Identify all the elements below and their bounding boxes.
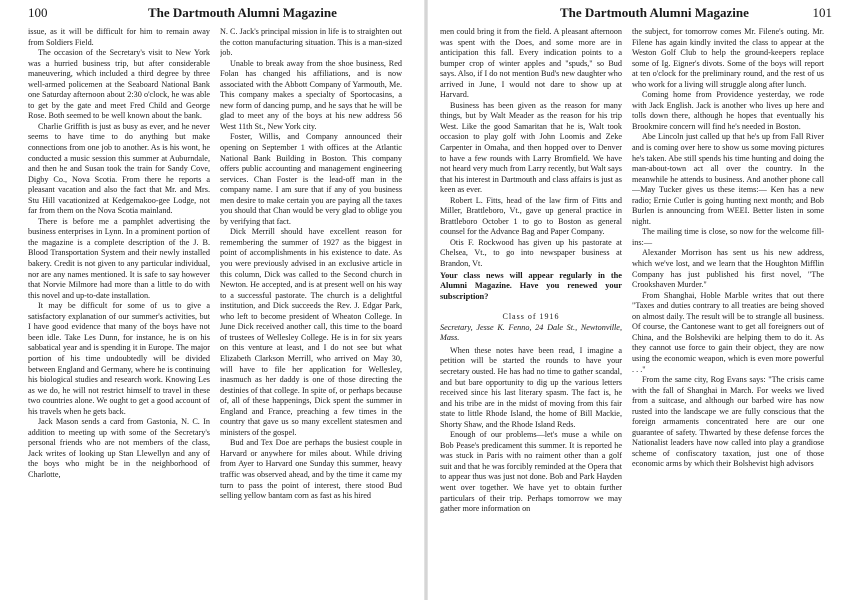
paragraph: From the same city, Rog Evans says: "The crisis came with the fall of Shanghai in March. For weeks we lived from a suitcase, and although our barbed wire has now rusted into the landscape we are fully conscious that the foreign armaments concentrated here are our one guarantee of safety. Thwarted by these defense forces the Nationalist leaders have now called into play a grandiose scheme of confiscatory taxation, just one of those economic arms by which their Bolshevist high advisors: [632, 375, 824, 469]
paragraph: The mailing time is close, so now for the welcome fill-ins:—: [632, 227, 824, 247]
paragraph: There is before me a pamphlet advertising the business enterprises in Lynn. In a prominent portion of the magazine is a complete description of the J. B. Blood Transportation System and their newly installed bakery. Credit is not given to any particular individual, nor are any names mentioned. It is safe to say however that Norvie Milmore had more than a little to do with this novel and up-to-date installation.: [28, 216, 210, 300]
paragraph: the subject, for tomorrow comes Mr. Filene's outing. Mr. Filene has again kindly invited the class to appear at the Weston Golf Club to help the ground-keepers replace some of Ig. Eigner's divots. Some of the boys will report at ten o'clock for the preliminary round, and the rest of us who work for a living will struggle along after lunch.: [632, 27, 824, 89]
running-title: The Dartmouth Alumni Magazine: [148, 5, 337, 20]
right-column-1: [440, 27, 622, 597]
paragraph: From Shanghai, Hoble Marble writes that out there "Taxes and duties contrary to all treaties are being shoved on almost daily. The result will be to strangle all business. Of course, the Cantonese want to get all foreigners out of China, and the Bolsheviki are helping them to do it. As they cannot use force to gain their object, they are now using the economic weapon, which is even more powerful . . .": [632, 290, 824, 374]
paragraph: The occasion of the Secretary's visit to New York was a hurried business trip, but after considerable maneuvering, which included a third degree by three well-armed policemen at the Seaboard National Bank one Saturday afternoon about 2:30 o'clock, he was able to get by the gate and meet Fred Child and George Rose. Both seemed to be well known about the bank.: [28, 48, 210, 121]
secretary-line: Secretary, Jesse K. Fenno, 24 Dale St., Newtonville, Mass.: [440, 322, 622, 343]
right-page-header: [440, 5, 832, 23]
paragraph: Bud and Tex Doe are perhaps the busiest couple in Harvard or anywhere for miles about. While driving from Ayer to Harvard one Sunday this summer, heavy traffic was observed ahead, and by the time it came my turn to pass the point of interest, there stood Bud selling yellow bantam corn as fast as his hired: [220, 438, 402, 501]
paragraph: It may be difficult for some of us to give a satisfactory explanation of our summer's activities, but I have good evidence that many of the boys have not been idle. Take Les Dunn, for instance, he is on his sabbatical year and is spending it in Europe. The major portion of his time undoubtedly will be divided between England and Germany, where he is continuing his biological studies and research work. Knowing Les as we do, he will not restrict himself to travel in these two countries alone. We ought to get a good account of his travels when he gets back.: [28, 301, 210, 416]
paragraph: Foster, Willis, and Company announced their opening on September 1 with offices at the Atlantic National Bank Building in Boston. This company offers public accounting and management engineering services. Chan Foster is the lead-off man in the company name. I am sure that if any of you business men desire to make certain you are paying all the taxes you should that Chan would be very glad to oblige you by verifying that fact.: [220, 132, 402, 226]
right-column-2: [632, 27, 824, 597]
running-title: The Dartmouth Alumni Magazine: [560, 5, 749, 20]
left-page: [0, 0, 420, 600]
paragraph: Dick Merrill should have excellent reason for remembering the summer of 1927 as the biggest in point of accomplishments in his existence to date. As you were previously advised in an exclusive article in this column, Dick was called to the Second church in Newton. He accepted, and is at present well on his way to a successful pastorate. The church is a delightful institution, and Dick succeeds the Rev. J. Edgar Park, who left to become president of Wheaton College. In June Dick received another call, this time to the board of trustees of Wellesley College. He is in for six years on this venture at least, and I do not see but what Elizabeth Clarkson Merrill, who arrived on May 30, will have to file her application for Wellesley, inasmuch as her daddy is one of those directing the destinies of that college. In spite of, or perhaps because of, all of these happenings, Dick spent the summer in England and France, preaching a few times in the country that gave us so many excellent statesmen and ministers of the gospel.: [220, 227, 402, 437]
left-column-2: [220, 27, 402, 597]
paragraph: Charlie Griffith is just as busy as ever, and he never seems to have time to do anything but make connections from one job to another. As is his wont, he conducted a music session this summer at Auburndale, and then he and Susan took the train for Sandy Cove, Digby Co., Nova Scotia. From there he reports a pleasant vacation and also the fact that Mr. and Mrs. Stu Hill vacationized at Kedgemakoo-gee Lodge, not far from them on the Nova Scotia mainland.: [28, 121, 210, 216]
paragraph: Alexander Morrison has sent us his new address, which we've lost, and we learn that the Houghton Mifflin Company has just published his first novel, "The Crookshaven Murder.": [632, 248, 824, 290]
left-page-header: [28, 5, 412, 23]
left-column-1: [28, 27, 210, 597]
paragraph: Otis F. Rockwood has given up his pastorate at Chelsea, Vt., to go into newspaper business at Brandon, Vt.: [440, 237, 622, 269]
paragraph: Enough of our problems—let's muse a while on Bob Pease's predicament this summer. It is reported he was stuck in Paris with no raiment other than a golf suit and that he was forcibly reminded at the Opera that to appear thus was just not done. Bob and Park Hayden went over together. We have yet to obtain further particulars of their trip. Perhaps tomorrow we may gather more information on: [440, 430, 622, 514]
paragraph: When these notes have been read, I imagine a petition will be started the rounds to have your secretary ousted. He has had no time to gather scandal, and but bare opportunity to dig up the various letters received since his last literary spasm. The fact is, he and his tribe are in the midst of moving from this fair state to little Rhode Island, the home of Bill Mackie, Shorty Shaw, and the Rhode Island Reds.: [440, 345, 622, 429]
paragraph: N. C. Jack's principal mission in life is to straighten out the cotton manufacturing situation. This is a man-sized job.: [220, 27, 402, 58]
class-heading: Class of 1916: [502, 312, 560, 322]
paragraph: Robert L. Fitts, head of the law firm of Fitts and Miller, Brattleboro, Vt., gave up general practice in Brattleboro October 1 to go to Boston as general counsel for the Advance Bag and Paper Company.: [440, 195, 622, 237]
paragraph: Abe Lincoln just called up that he's up from Fall River and is coming over here to show us some moving pictures he's taken. Abe still spends his time hunting and doing the man-about-town act all over the country. In the meanwhile he attends to business. And another phone call—May Tucker gives us these items:— Ken has a new radio; Ernie Cutler is going hunting next month; and Bob Burlen is announcing from WEEI. Better listen in some night.: [632, 132, 824, 226]
paragraph: issue, as it will be difficult for him to remain away from Soldiers Field.: [28, 27, 210, 47]
right-page: [432, 0, 852, 600]
page-gutter: [424, 0, 428, 600]
renew-subscription-notice: Your class news will appear regularly in the Alumni Magazine. Have you renewed your subscription?: [440, 270, 622, 301]
paragraph: Business has been given as the reason for many things, but by Walt Meader as the reason for his trip West. Like the good Samaritan that he is, Walt took occasion to play golf with John Loomis and Zeke Carpenter in Omaha, and then hopped over to Denver to have a few rounds with Larry Bromfield. We have not heard very much from Larry recently, but Walt says that his interest in Dartmouth and class affairs is just as keen as ever.: [440, 100, 622, 195]
page-number: 100: [28, 5, 48, 20]
paragraph: Jack Mason sends a card from Gastonia, N. C. In addition to meeting up with some of the Secretary's personal friends who are not members of the class, Jack writes of looking up Stan Llewellyn and any of the boys who might be in the neighborhood of Charlotte,: [28, 417, 210, 479]
paragraph: men could bring it from the field. A pleasant afternoon was spent with the Does, and some more are in anticipation this fall. Every indication points to a bumper crop of winter apples and "spuds," so Bud says. Also, if I do not mention Bud's new daughter who arrived in June, I would not dare to show up at Harvard.: [440, 27, 622, 100]
paragraph: Unable to break away from the shoe business, Red Folan has changed his affiliations, and is now associated with the Abbott Company of Yarmouth, Me. This company makes a specialty of Sportocasins, a new form of dancing pump, and he says that he will be glad to meet any of the boys at his new address 56 West 11th St., New York city.: [220, 58, 402, 131]
paragraph: Coming home from Providence yesterday, we rode with Jack English. Jack is another who lives up here and tolls down there, although he hopes that eventually his Brookmire concern will find he's needed in Boston.: [632, 90, 824, 131]
page-number: 101: [812, 5, 832, 20]
